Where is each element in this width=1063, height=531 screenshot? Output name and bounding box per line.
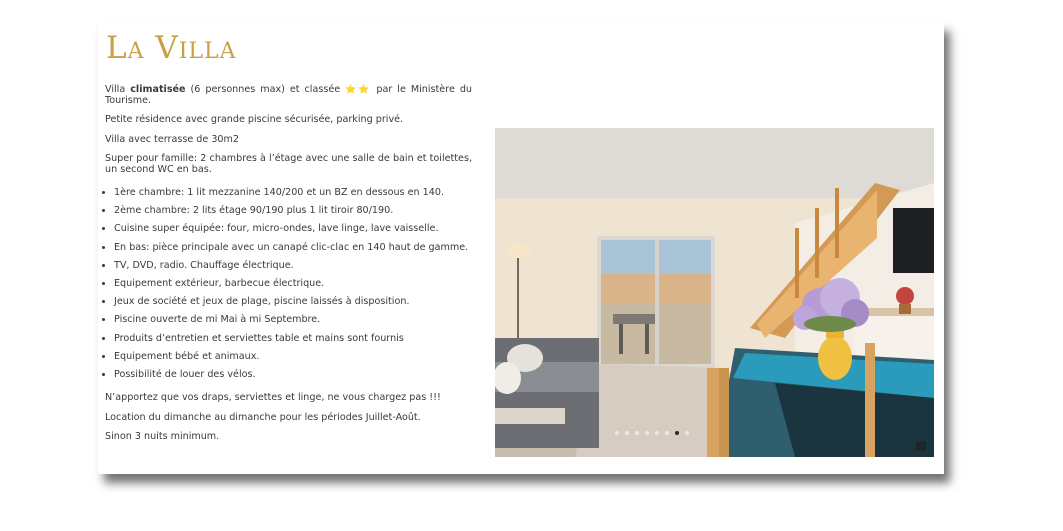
list-item: • Equipement bébé et animaux. [114,348,472,366]
list-item: • Jeux de société et jeux de plage, piscine laissés à disposition. [114,293,472,311]
list-item: • Cuisine super équipée: four, micro-ondes, lave linge, lave vaisselle. [114,220,472,238]
paragraph: Villa avec terrasse de 30m2 [105,133,239,145]
list-item: • Piscine ouverte de mi Mai à mi Septembre. [114,311,472,329]
paragraph: Petite résidence avec grande piscine sécurisée, parking privé. [105,114,404,125]
closing-line: Location du dimanche au dimanche pour les périodes Juillet-Août. [105,411,421,423]
intro-mid: (6 personnes max) et classée [185,84,346,95]
slider-dot[interactable] [665,431,669,435]
slider-dots[interactable] [615,431,689,435]
list-item: • 2ème chambre: 2 lits étage 90/190 plus 1 lit tiroir 80/190. [114,202,472,220]
stars-rating: ⭐⭐ [345,85,372,95]
closing-line: Sinon 3 nuits minimum. [105,431,220,443]
slider-dot[interactable] [655,431,659,435]
features-list [105,184,472,384]
intro-suffix: par le Ministère du Tourisme. [105,84,472,106]
villa-interior-image [495,128,934,457]
intro-paragraph [105,85,472,106]
slider-dot[interactable] [685,431,689,435]
list-item: • Possibilité de louer des vélos. [114,366,472,384]
slider-dot[interactable] [625,431,629,435]
intro-prefix: Villa [105,84,131,95]
description [105,85,472,452]
list-item: • Produits d’entretien et serviettes table et mains sont fournis [114,330,472,348]
intro-bold: climatisée [130,84,186,95]
slider-dot[interactable] [635,431,639,435]
list-item: • Equipement extérieur, barbecue électrique. [114,275,472,293]
page-title: La Villa [106,30,237,66]
closing-line: N’apportez que vos draps, serviettes et linge, ne vous chargez pas !!! [105,392,441,404]
list-item: • En bas: pièce principale avec un canapé clic-clac en 140 haut de gamme. [114,239,472,257]
list-item: • 1ère chambre: 1 lit mezzanine 140/200 et un BZ en dessous en 140. [114,184,472,202]
fullscreen-icon[interactable] [916,441,926,451]
slider-dot-active[interactable] [675,431,679,435]
slider-dot[interactable] [645,431,649,435]
paragraph: Super pour famille: 2 chambres à l’étage avec une salle de bain et toilettes, un second WC en bas. [105,153,472,175]
slider-dot[interactable] [615,431,619,435]
list-item: • TV, DVD, radio. Chauffage électrique. [114,257,472,275]
villa-photo-slider[interactable] [495,128,934,457]
